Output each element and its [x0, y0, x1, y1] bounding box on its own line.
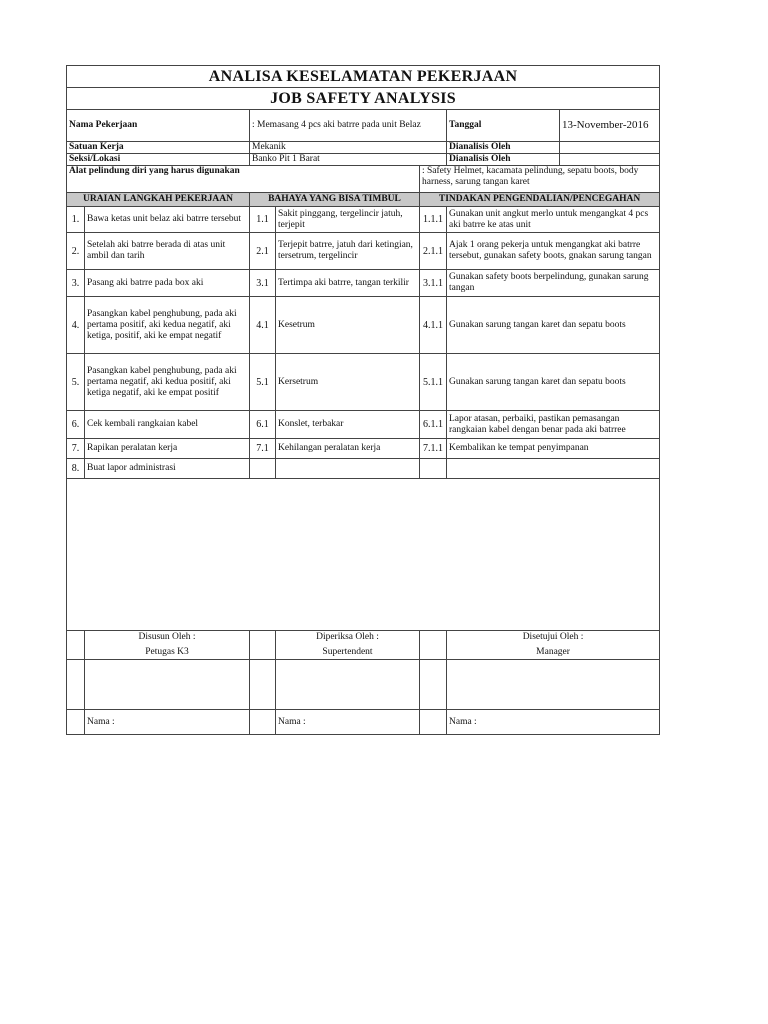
signature-role: Supertendent	[322, 647, 373, 657]
hazard-number: 3.1	[250, 270, 276, 297]
diperiksa-oleh	[276, 631, 420, 660]
signature-box-1	[85, 660, 250, 710]
step-description: Cek kembali rangkaian kabel	[85, 411, 250, 439]
jsa-form	[66, 65, 659, 735]
table-row	[67, 459, 660, 479]
step-description: Bawa ketas unit belaz aki batrre tersebut	[85, 207, 250, 233]
table-row	[67, 207, 660, 233]
table-row	[67, 270, 660, 297]
hazard-number	[250, 459, 276, 479]
hazard-description: Tertimpa aki batrre, tangan terkilir	[276, 270, 420, 297]
title-indonesian: ANALISA KESELAMATAN PEKERJAAN	[67, 66, 660, 88]
nama-field-2: Nama :	[276, 710, 420, 735]
apd-value: : Safety Helmet, kacamata pelindung, sepatu boots, body harness, sarung tangan karet	[420, 166, 660, 193]
step-number: 3.	[67, 270, 85, 297]
satuan-kerja-label: Satuan Kerja	[67, 142, 250, 154]
step-description: Pasangkan kabel penghubung, pada aki pertama negatif, aki kedua positif, aki ketiga negatif, aki ke empat positif	[85, 354, 250, 411]
step-description: Pasangkan kabel penghubung, pada aki pertama positif, aki kedua negatif, aki ketiga, positif, aki ke empat negatif	[85, 297, 250, 354]
hazard-number: 7.1	[250, 439, 276, 459]
blank-area	[67, 479, 660, 631]
hazard-number: 4.1	[250, 297, 276, 354]
control-description: Gunakan sarung tangan karet dan sepatu boots	[447, 354, 660, 411]
sig-spacer	[420, 631, 447, 660]
dianalisis-label: Dianalisis Oleh	[447, 142, 560, 154]
signature-role: Petugas K3	[145, 647, 189, 657]
hazard-description: Sakit pinggang, tergelincir jatuh, terjepit	[276, 207, 420, 233]
disetujui-oleh	[447, 631, 660, 660]
hazard-number: 5.1	[250, 354, 276, 411]
seksi-lokasi-label: Seksi/Lokasi	[67, 154, 250, 166]
disusun-oleh	[85, 631, 250, 660]
nama-field-3: Nama :	[447, 710, 660, 735]
hazard-description: Kersetrum	[276, 354, 420, 411]
header-langkah: URAIAN LANGKAH PEKERJAAN	[67, 193, 250, 207]
table-row	[67, 411, 660, 439]
sig-spacer	[250, 631, 276, 660]
step-number: 1.	[67, 207, 85, 233]
signature-label: Disetujui Oleh :	[522, 632, 584, 642]
tanggal-label: Tanggal	[447, 110, 560, 142]
control-number	[420, 459, 447, 479]
sig-space	[250, 710, 276, 735]
signature-role: Manager	[536, 647, 570, 657]
control-number: 3.1.1	[420, 270, 447, 297]
nama-field-1: Nama :	[85, 710, 250, 735]
control-number: 1.1.1	[420, 207, 447, 233]
step-number: 6.	[67, 411, 85, 439]
apd-label: Alat pelindung diri yang harus digunakan	[67, 166, 420, 193]
signature-header-row	[67, 631, 660, 660]
signature-box-2	[276, 660, 420, 710]
hazard-description: Terjepit batrre, jatuh dari ketingian, tersetrum, tergelincir	[276, 233, 420, 270]
sig-space	[420, 660, 447, 710]
sig-space	[420, 710, 447, 735]
control-description: Gunakan unit angkut merlo untuk mengangkat 4 pcs aki batrre ke atas unit	[447, 207, 660, 233]
satuan-kerja-value: Mekanik	[250, 142, 447, 154]
dianalisis-value	[560, 142, 660, 154]
signature-name-row	[67, 710, 660, 735]
dianalisis-value-2	[560, 154, 660, 166]
signature-box-3	[447, 660, 660, 710]
step-number: 2.	[67, 233, 85, 270]
step-description: Buat lapor administrasi	[85, 459, 250, 479]
control-number: 5.1.1	[420, 354, 447, 411]
nama-pekerjaan-value: : Memasang 4 pcs aki batrre pada unit Belaz	[250, 110, 447, 142]
control-description	[447, 459, 660, 479]
control-number: 7.1.1	[420, 439, 447, 459]
control-description: Kembalikan ke tempat penyimpanan	[447, 439, 660, 459]
table-row	[67, 297, 660, 354]
sig-space	[67, 660, 85, 710]
sig-spacer	[67, 631, 85, 660]
tanggal-value: 13-November-2016	[560, 110, 660, 142]
hazard-description	[276, 459, 420, 479]
hazard-description: Kehilangan peralatan kerja	[276, 439, 420, 459]
signature-label: Disusun Oleh :	[138, 632, 196, 642]
hazard-description: Konslet, terbakar	[276, 411, 420, 439]
step-number: 8.	[67, 459, 85, 479]
jsa-table	[66, 65, 660, 735]
control-number: 2.1.1	[420, 233, 447, 270]
control-number: 4.1.1	[420, 297, 447, 354]
step-number: 4.	[67, 297, 85, 354]
title-english: JOB SAFETY ANALYSIS	[67, 88, 660, 110]
control-description: Ajak 1 orang pekerja untuk mengangkat aki batrre tersebut, gunakan safety boots, gnakan sarung tangan	[447, 233, 660, 270]
hazard-number: 6.1	[250, 411, 276, 439]
control-description: Lapor atasan, perbaiki, pastikan pemasangan rangkaian kabel dengan benar pada aki batrree	[447, 411, 660, 439]
hazard-number: 2.1	[250, 233, 276, 270]
control-number: 6.1.1	[420, 411, 447, 439]
table-row	[67, 354, 660, 411]
step-number: 5.	[67, 354, 85, 411]
header-tindakan: TINDAKAN PENGENDALIAN/PENCEGAHAN	[420, 193, 660, 207]
table-row	[67, 233, 660, 270]
sig-space	[67, 710, 85, 735]
header-bahaya: BAHAYA YANG BISA TIMBUL	[250, 193, 420, 207]
nama-pekerjaan-label: Nama Pekerjaan	[67, 110, 250, 142]
control-description: Gunakan sarung tangan karet dan sepatu boots	[447, 297, 660, 354]
hazard-description: Kesetrum	[276, 297, 420, 354]
sig-space	[250, 660, 276, 710]
step-number: 7.	[67, 439, 85, 459]
step-description: Pasang aki batrre pada box aki	[85, 270, 250, 297]
step-description: Rapikan peralatan kerja	[85, 439, 250, 459]
hazard-number: 1.1	[250, 207, 276, 233]
table-row	[67, 439, 660, 459]
signature-space-row	[67, 660, 660, 710]
dianalisis-label-2: Dianalisis Oleh	[447, 154, 560, 166]
step-description: Setelah aki batrre berada di atas unit ambil dan tarih	[85, 233, 250, 270]
signature-label: Diperiksa Oleh :	[316, 632, 379, 642]
seksi-lokasi-value: Banko Pit 1 Barat	[250, 154, 447, 166]
blank-area-row	[67, 479, 660, 631]
control-description: Gunakan safety boots berpelindung, gunakan sarung tangan	[447, 270, 660, 297]
